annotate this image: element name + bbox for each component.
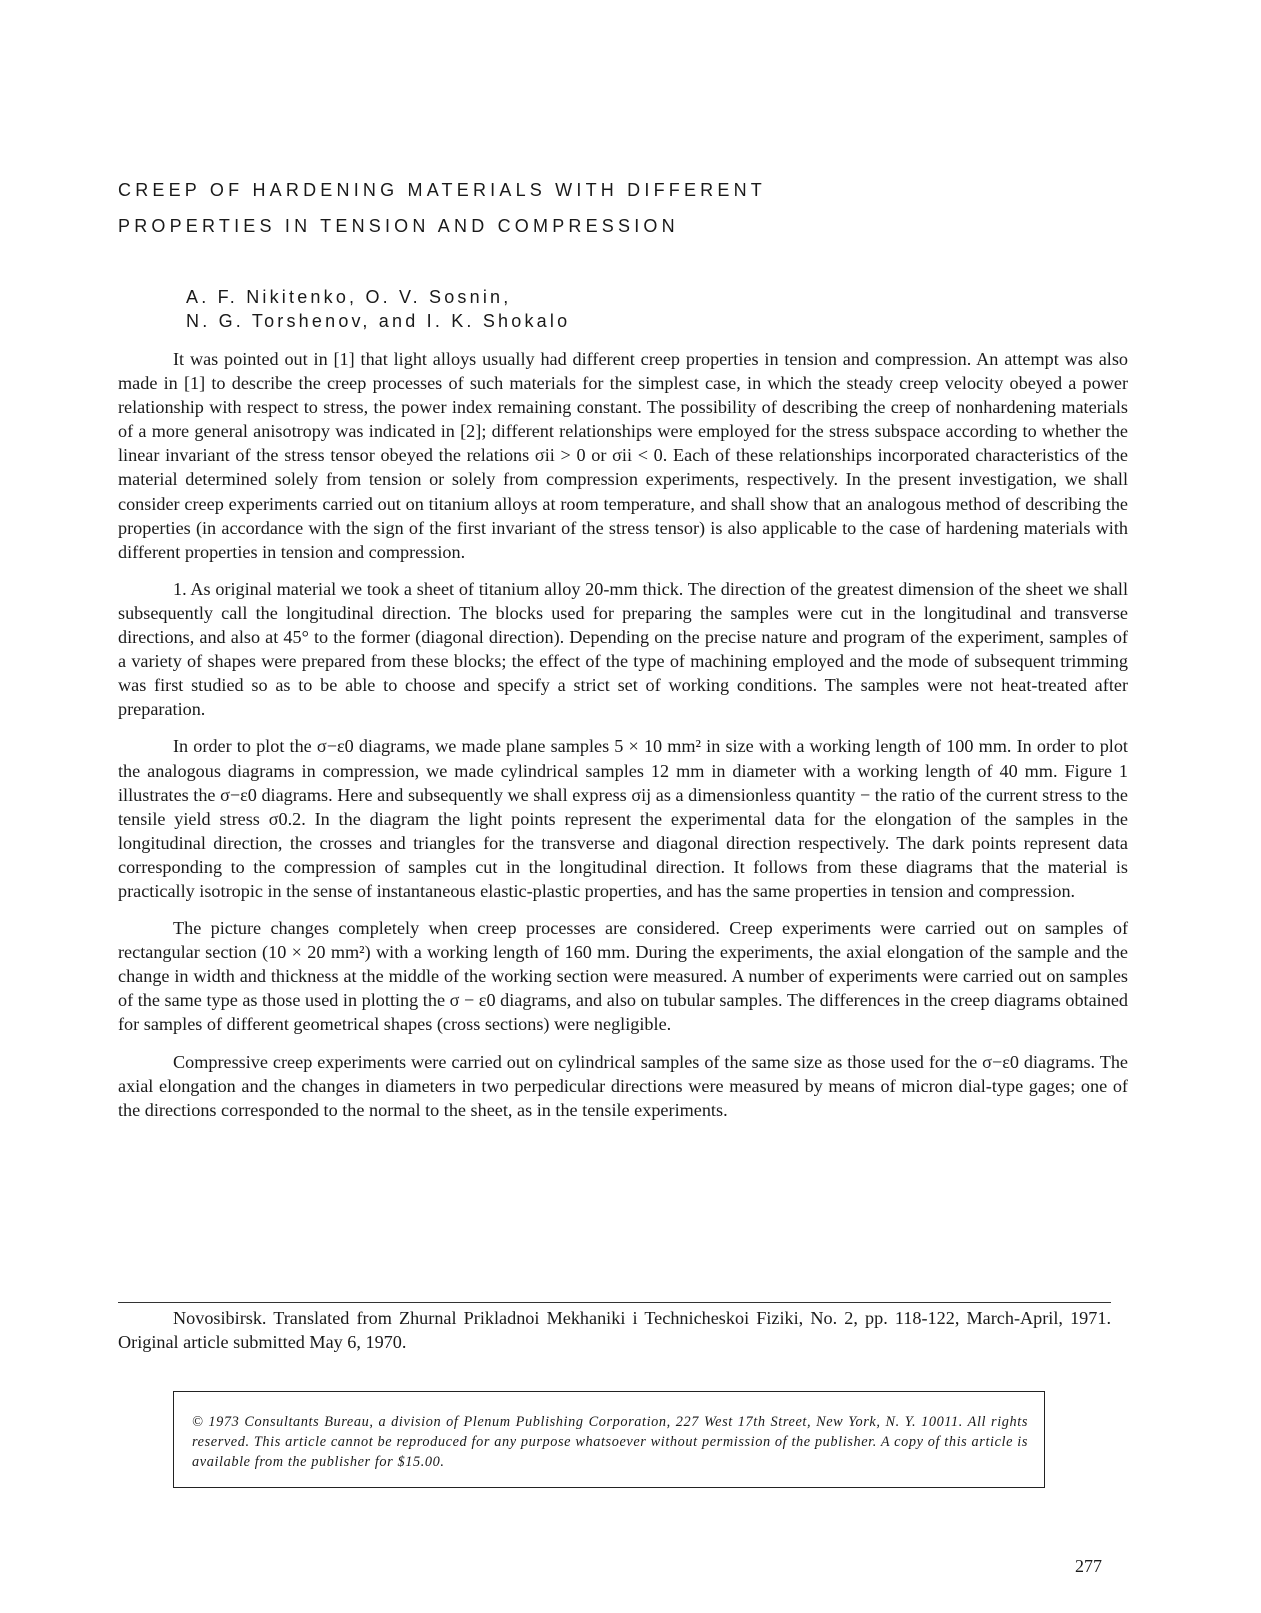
body-paragraph-5: Compressive creep experiments were carried out on cylindrical samples of the same size as those used for the σ−ε0 diagrams. The axial elongation and the changes in diameters in two perpedicular directions were measured by means of micron dial-type gages; one of the directions corresponded to the normal to the sheet, as in the tensile experiments. [118,1051,1128,1120]
body-paragraph-2: 1. As original material we took a sheet of titanium alloy 20-mm thick. The direction of the greatest dimension of the sheet we shall subsequently call the longitudinal direction. The blocks used for preparing the samples were cut in the longitudinal and transverse directions, and also at 45° to the former (diagonal direction). Depending on the precise nature and program of the experiment, samples of a variety of shapes were prepared from these blocks; the effect of the type of machining employed and the mode of subsequent trimming was first studied so as to be able to choose and specify a strict set of working conditions. The samples were not heat-treated after preparation. [118,578,1128,720]
footnote [118,1306,1111,1354]
article-title [118,172,766,244]
title-line-1: CREEP OF HARDENING MATERIALS WITH DIFFERENT [118,180,766,200]
author-list [186,285,570,333]
body-paragraph-4: The picture changes completely when creep processes are considered. Creep experiments were carried out on samples of rectangular section (10 × 20 mm²) with a working length of 160 mm. During the experiments, the axial elongation of the sample and the change in width and thickness at the middle of the working section were measured. A number of experiments were carried out on samples of the same type as those used in plotting the σ − ε0 diagrams, and also on tubular samples. The differences in the creep diagrams obtained for samples of different geometrical shapes (cross sections) were negligible. [118,918,1128,1035]
body-paragraph-1: It was pointed out in [1] that light alloys usually had different creep properties in tension and compression. An attempt was also made in [1] to describe the creep processes of such materials for the simplest case, in which the steady creep velocity obeyed a power relationship with respect to stress, the power index remaining constant. The possibility of describing the creep of nonhardening materials of a more general anisotropy was indicated in [2]; different relationships were employed for the stress subspace according to whether the linear invariant of the stress tensor obeyed the relations σii > 0 or σii < 0. Each of these relationships incorporated characteristics of the material determined solely from tension or solely from compression experiments, respectively. In the present investigation, we shall consider creep experiments carried out on titanium alloys at room temperature, and shall show that an analogous method of describing the properties (in accordance with the sign of the first invariant of the stress tensor) is also applicable to the case of hardening materials with different properties in tension and compression. [118,349,1128,562]
authors-line-2: N. G. Torshenov, and I. K. Shokalo [186,311,571,331]
article-body [118,347,1128,1135]
title-line-2: PROPERTIES IN TENSION AND COMPRESSION [118,216,679,236]
page-number: 277 [1075,1556,1102,1576]
copyright-text: © 1973 Consultants Bureau, a division of Plenum Publishing Corporation, 227 West 17th Street, New York, N. Y. 10011. All rights reserved. This article cannot be reproduced for any purpose whatsoever without permission of the publisher. A copy of this article is available from the publisher for $15.00. [192,1414,1028,1470]
body-paragraph-3: In order to plot the σ−ε0 diagrams, we made plane samples 5 × 10 mm² in size with a working length of 100 mm. In order to plot the analogous diagrams in compression, we made cylindrical samples 12 mm in diameter with a working length of 40 mm. Figure 1 illustrates the σ−ε0 diagrams. Here and subsequently we shall express σij as a dimensionless quantity − the ratio of the current stress to the tensile yield stress σ0.2. In the diagram the light points represent the experimental data for the elongation of the samples in the longitudinal direction, the crosses and triangles for the transverse and diagonal direction respectively. The dark points represent data corresponding to the compression of samples cut in the longitudinal direction. It follows from these diagrams that the material is practically isotropic in the sense of instantaneous elastic-plastic properties, and has the same properties in tension and compression. [118,736,1128,901]
copyright-box [173,1391,1045,1488]
footnote-text: Novosibirsk. Translated from Zhurnal Prikladnoi Mekhaniki i Technicheskoi Fiziki, No. 2, pp. 118-122, March-April, 1971. Original article submitted May 6, 1970. [118,1308,1111,1352]
authors-line-1: A. F. Nikitenko, O. V. Sosnin, [186,287,512,307]
footnote-divider [118,1302,1111,1303]
